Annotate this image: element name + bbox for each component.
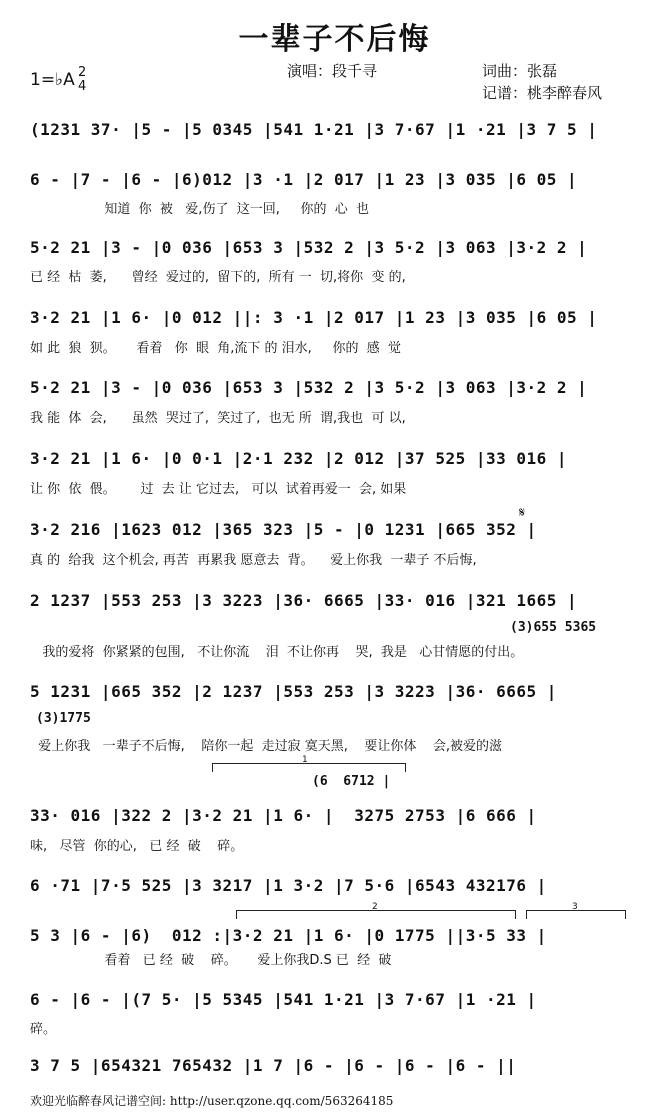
music-row-1: (1231 37· |5 - |5 0345 |541 1·21 |3 7·67 |1 ·21 |3 7 5 | xyxy=(30,120,598,139)
lyrics-row-7: 真 的 给我 这个机会, 再苦 再累我 愿意去 背。 爱上你我 一辈子 不后悔, xyxy=(30,553,477,568)
lyrics-row-2: 知道 你 被 爱,伤了 这一回, 你的 心 也 xyxy=(30,202,370,217)
lyrics-row-10: 味, 尽管 你的心, 已 经 破 碎。 xyxy=(30,839,244,854)
lyrics-row-6: 让 你 依 偎。 过 去 让 它过去, 可以 试着再爱一 会, 如果 xyxy=(30,482,407,497)
key-signature: 1=♭A xyxy=(30,70,75,90)
music-row-14: 3 7 5 |654321 765432 |1 7 |6 - |6 - |6 - |6 - || xyxy=(30,1056,517,1075)
music-row-3: 5·2 21 |3 - |0 036 |653 3 |532 2 |3 5·2 |3 063 |3·2 2 | xyxy=(30,238,588,257)
music-row-9: 5 1231 |665 352 |2 1237 |553 253 |3 3223 |36· 6665 | xyxy=(30,682,557,701)
music-row-7: 3·2 216 |1623 012 |365 323 |5 - |0 1231 |665 352 | xyxy=(30,520,537,539)
lyrics-row-8: 我的爱将 你紧紧的包围, 不让你流 泪 不让你再 哭, 我是 心甘情愿的付出。 xyxy=(30,645,524,660)
time-signature-bottom: 4 xyxy=(78,79,87,94)
alt-phrase-c: (6 6712 | xyxy=(312,774,391,789)
time-signature xyxy=(78,66,86,94)
music-row-4: 3·2 21 |1 6· |0 012 ||: 3 ·1 |2 017 |1 23 |3 035 |6 05 | xyxy=(30,308,598,327)
footer-link-text: 欢迎光临醉春风记谱空间: http://user.qzone.qq.com/563264185 xyxy=(30,1094,394,1108)
song-title: 一辈子不后悔 xyxy=(238,22,431,57)
segno-icon: 𝄋 xyxy=(519,505,526,521)
volta-2-label: 2 xyxy=(372,902,378,912)
volta-1-bracket xyxy=(212,755,406,765)
music-row-12: 5 3 |6 - |6) 012 :|3·2 21 |1 6· |0 1775 ||3·5 33 | xyxy=(30,926,547,945)
volta-2-bracket xyxy=(236,902,516,912)
transcriber-credit: 记谱：桃李醉春风 xyxy=(482,84,603,102)
lyrics-row-5: 我 能 体 会, 虽然 哭过了, 笑过了, 也无 所 谓,我也 可 以, xyxy=(30,411,406,426)
music-row-5: 5·2 21 |3 - |0 036 |653 3 |532 2 |3 5·2 |3 063 |3·2 2 | xyxy=(30,378,588,397)
music-row-2: 6 - |7 - |6 - |6)012 |3 ·1 |2 017 |1 23 |3 035 |6 05 | xyxy=(30,170,578,189)
singer-credit: 演唱：段千寻 xyxy=(287,62,378,80)
alt-phrase-a: (3)655 5365 xyxy=(510,620,597,635)
music-row-13: 6 - |6 - |(7 5· |5 5345 |541 1·21 |3 7·67 |1 ·21 | xyxy=(30,990,537,1009)
volta-3-bracket xyxy=(526,902,626,912)
lyrics-row-13: 碎。 xyxy=(30,1022,57,1037)
volta-1-label: 1 xyxy=(302,755,308,765)
lyrics-row-9: 爱上你我 一辈子不后悔, 陪你一起 走过寂 寞天黑, 要让你体 会,被爱的滋 xyxy=(30,739,503,754)
lyrics-row-12: 看着 已 经 破 碎。 爱上你我D.S 已 经 破 xyxy=(30,953,392,968)
lyrics-row-3: 已 经 枯 萎, 曾经 爱过的, 留下的, 所有 一 切,将你 变 的, xyxy=(30,270,406,285)
music-row-6: 3·2 21 |1 6· |0 0·1 |2·1 232 |2 012 |37 525 |33 016 | xyxy=(30,449,568,468)
music-row-8: 2 1237 |553 253 |3 3223 |36· 6665 |33· 016 |321 1665 | xyxy=(30,591,578,610)
volta-3-label: 3 xyxy=(572,902,578,912)
music-row-11: 6 ·71 |7·5 525 |3 3217 |1 3·2 |7 5·6 |6543 432176 | xyxy=(30,876,547,895)
lyricist-credit: 词曲：张磊 xyxy=(482,62,558,80)
music-row-10: 33· 016 |322 2 |3·2 21 |1 6· | 3275 2753 |6 666 | xyxy=(30,806,537,825)
time-signature-top: 2 xyxy=(78,65,87,80)
alt-phrase-b: (3)1775 xyxy=(36,711,91,726)
lyrics-row-4: 如 此 狼 狈。 看着 你 眼 角,流下 的 泪水, 你的 感 觉 xyxy=(30,341,401,356)
